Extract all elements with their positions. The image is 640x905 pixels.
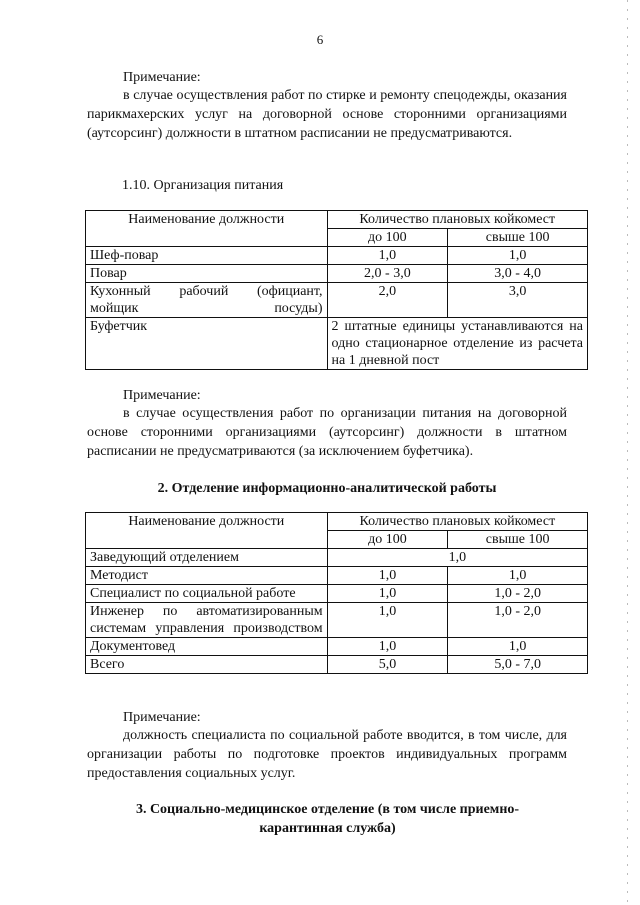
- note-title: Примечание:: [123, 70, 201, 85]
- table-row: [86, 283, 588, 318]
- table-row-total: [86, 656, 588, 674]
- note-title: Примечание:: [123, 710, 201, 725]
- table-info-analytics: [85, 512, 588, 674]
- table-row: [86, 603, 588, 638]
- value-over-100: 1,0 - 2,0: [448, 603, 588, 638]
- position-name: Повар: [86, 265, 328, 283]
- page-number: 6: [316, 32, 324, 47]
- table-row: [86, 318, 588, 370]
- value-over-100: 3,0 - 4,0: [448, 265, 588, 283]
- section-title-2: 2. Отделение информационно-аналитической работы: [157, 481, 497, 496]
- value-up-to-100: 1,0: [327, 603, 448, 638]
- merged-value: 2 штатные единицы устанавливаются на одно стационарное отделение из расчета на 1 дневной пост: [327, 318, 588, 370]
- table-nutrition: [85, 210, 588, 370]
- value-over-100: 1,0 - 2,0: [448, 585, 588, 603]
- value-up-to-100: 1,0: [327, 638, 448, 656]
- note-text: в случае осуществления работ по стирке и ремонту спецодежды, оказания парикмахерских услуг на договорной основе сторонними организациями (аутсорсинг) должности в штатном расписании не предусматриваются.: [87, 88, 567, 141]
- position-name: Шеф-повар: [86, 247, 328, 265]
- value-over-100: 3,0: [448, 283, 588, 318]
- section-title-1-10: 1.10. Организация питания: [122, 178, 284, 193]
- header-over-100: свыше 100: [448, 229, 588, 247]
- position-name: Специалист по социальной работе: [86, 585, 328, 603]
- table-row: [86, 638, 588, 656]
- note-block-2: [87, 388, 567, 461]
- position-name: Документовед: [86, 638, 328, 656]
- value-up-to-100: 2,0 - 3,0: [327, 265, 448, 283]
- value-over-100: 1,0: [448, 638, 588, 656]
- note-text: должность специалиста по социальной работе вводится, в том числе, для организации работы по подготовке проектов индивидуальных программ предоставления социальных услуг.: [87, 728, 567, 781]
- position-name: Кухонный рабочий (официант, мойщик посуды): [86, 283, 328, 318]
- value-over-100: 1,0: [448, 567, 588, 585]
- position-name: Инженер по автоматизированным системам управления производством: [86, 603, 328, 638]
- value-up-to-100: 1,0: [327, 567, 448, 585]
- position-name: Методист: [86, 567, 328, 585]
- note-text: в случае осуществления работ по организации питания на договорной основе сторонними организациями (аутсорсинг) должности в штатном расписании не предусматриваются (за исключением буфетчика).: [87, 406, 567, 459]
- header-over-100: свыше 100: [448, 531, 588, 549]
- note-title: Примечание:: [123, 388, 201, 403]
- value-over-100: 1,0: [448, 247, 588, 265]
- note-block-1: [87, 70, 567, 143]
- header-quantity: Количество плановых койкомест: [327, 513, 587, 531]
- value-up-to-100: 1,0: [327, 585, 448, 603]
- position-name: Всего: [86, 656, 328, 674]
- header-position: Наименование должности: [86, 513, 328, 549]
- table-row: [86, 265, 588, 283]
- merged-value: 1,0: [327, 549, 587, 567]
- header-position: Наименование должности: [86, 211, 328, 247]
- table-row: [86, 567, 588, 585]
- value-up-to-100: 1,0: [327, 247, 448, 265]
- header-up-to-100: до 100: [327, 229, 448, 247]
- note-block-3: [87, 710, 567, 783]
- value-up-to-100: 2,0: [327, 283, 448, 318]
- header-up-to-100: до 100: [327, 531, 448, 549]
- table-row: [86, 549, 588, 567]
- section-title-3: 3. Социально-медицинское отделение (в том числе приемно-карантинная служба): [135, 802, 520, 836]
- value-up-to-100: 5,0: [327, 656, 448, 674]
- header-quantity: Количество плановых койкомест: [327, 211, 588, 229]
- position-name: Заведующий отделением: [86, 549, 328, 567]
- table-row: [86, 247, 588, 265]
- table-header-row: [86, 513, 588, 531]
- table-row: [86, 585, 588, 603]
- position-name: Буфетчик: [86, 318, 328, 370]
- value-over-100: 5,0 - 7,0: [448, 656, 588, 674]
- table-header-row: [86, 211, 588, 229]
- scan-edge-dots: [627, 0, 628, 905]
